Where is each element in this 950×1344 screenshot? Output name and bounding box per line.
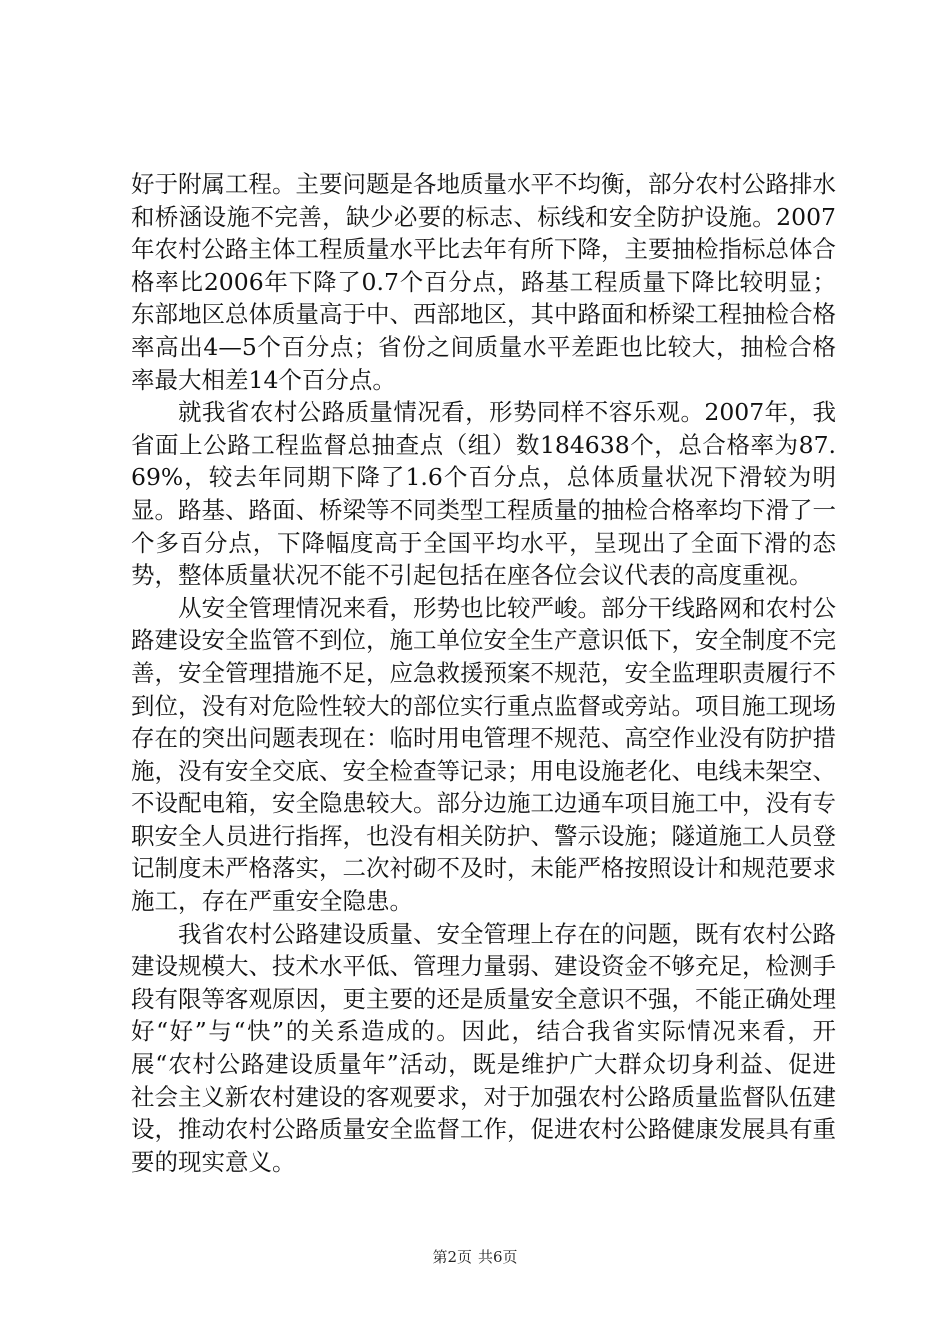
page-footer xyxy=(0,1247,950,1267)
page-total: 共6页 xyxy=(478,1248,518,1266)
document-body xyxy=(131,168,836,1178)
paragraph-province-quality: 就我省农村公路质量情况看，形势同样不容乐观。2007年，我省面上公路工程监督总抽查点（组）数184638个，总合格率为87.69%，较去年同期下降了1.6个百分点，总体质量状况下滑较为明显。路基、路面、桥梁等不同类型工程质量的抽检合格率均下滑了一个多百分点，下降幅度高于全国平均水平，呈现出了全面下滑的态势，整体质量状况不能不引起包括在座各位会议代表的高度重视。 xyxy=(131,398,836,590)
paragraph-safety-management: 从安全管理情况来看，形势也比较严峻。部分干线路网和农村公路建设安全监管不到位，施工单位安全生产意识低下，安全制度不完善，安全管理措施不足，应急救援预案不规范，安全监理职责履行不到位，没有对危险性较大的部位实行重点监督或旁站。项目施工现场存在的突出问题表现在：临时用电管理不规范、高空作业没有防护措施，没有安全交底、安全检查等记录；用电设施老化、电线未架空、不设配电箱，安全隐患较大。部分边施工边通车项目施工中，没有专职安全人员进行指挥，也没有相关防护、警示设施；隧道施工人员登记制度未严格落实，二次衬砌不及时，未能严格按照设计和规范要求施工，存在严重安全隐患。 xyxy=(131,593,836,916)
paragraph-problems-significance: 我省农村公路建设质量、安全管理上存在的问题，既有农村公路建设规模大、技术水平低、管理力量弱、建设资金不够充足，检测手段有限等客观原因，更主要的还是质量安全意识不强，不能正确处理好“好”与“快”的关系造成的。因此，结合我省实际情况来看，开展“农村公路建设质量年”活动，既是维护广大群众切身利益、促进社会主义新农村建设的客观要求，对于加强农村公路质量监督队伍建设，推动农村公路质量安全监督工作，促进农村公路健康发展具有重要的现实意义。 xyxy=(131,919,836,1176)
page-number: 第2页 xyxy=(432,1248,472,1266)
paragraph-continued: 好于附属工程。主要问题是各地质量水平不均衡，部分农村公路排水和桥涵设施不完善，缺少必要的标志、标线和安全防护设施。2007年农村公路主体工程质量水平比去年有所下降，主要抽检指标总体合格率比2006年下降了0.7个百分点，路基工程质量下降比较明显；东部地区总体质量高于中、西部地区，其中路面和桥梁工程抽检合格率高出4—5个百分点；省份之间质量水平差距也比较大，抽检合格率最大相差14个百分点。 xyxy=(131,170,836,394)
